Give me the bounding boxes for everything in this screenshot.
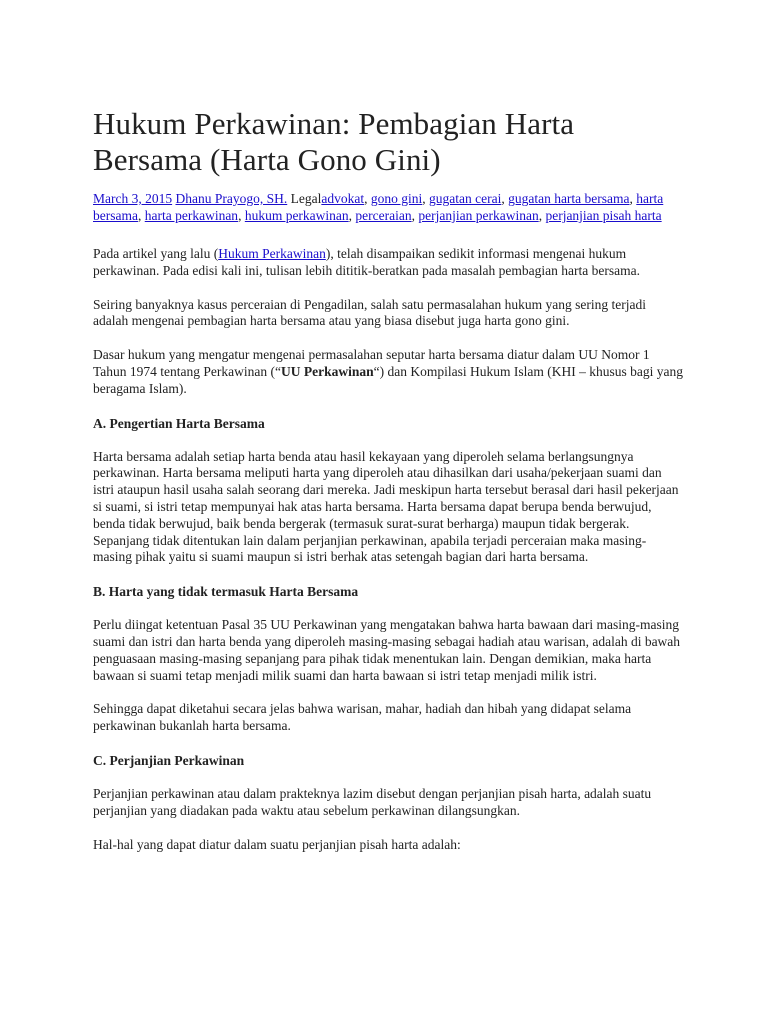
tag-link-gono-gini[interactable]: gono gini <box>370 191 423 206</box>
section-a-body: Harta bersama adalah setiap harta benda atau hasil kekayaan yang diperoleh selama berlangsungnya perkawinan. Harta bersama meliputi harta yang diperoleh atau dihasilkan dari usaha/pekerjaan suami dan istri ataupun hasil usaha salah seorang dari mereka. Jadi meskipun harta tersebut berasal dari hasil pekerjaan si suami, si istri tetap mempunyai hak atas harta bersama. Harta bersama dapat berupa benda berwujud, benda tidak berwujud, baik benda bergerak (termasuk surat-surat berharga) maupun tidak bergerak. Sepanjang tidak ditentukan lain dalam perjanjian perkawinan, apabila terjadi perceraian maka masing-masing pihak yaitu si suami maupun si istri berhak atas setengah bagian dari harta bersama. <box>93 448 679 565</box>
section-b-heading: B. Harta yang tidak termasuk Harta Bersama <box>93 584 359 600</box>
tag-link-gugatan-cerai[interactable]: gugatan cerai <box>428 191 502 206</box>
post-date-link[interactable]: March 3, 2015 <box>93 191 173 206</box>
tag-link-advokat[interactable]: advokat <box>321 191 365 206</box>
paragraph-intro: Pada artikel yang lalu (Hukum Perkawinan), telah disampaikan sedikit informasi mengenai hukum perkawinan. Pada edisi kali ini, tulisan lebih dititik-beratkan pada masalah pembagian harta bersama. <box>93 246 640 278</box>
article-title <box>93 106 683 178</box>
section-b-body-2: Sehingga dapat diketahui secara jelas bahwa warisan, mahar, hadiah dan hibah yang didapat selama perkawinan bukanlah harta bersama. <box>93 701 632 734</box>
section-c-heading: C. Perjanjian Perkawinan <box>93 752 245 768</box>
section-c-body-2: Hal-hal yang dapat diatur dalam suatu perjanjian pisah harta adalah: <box>93 836 461 852</box>
hukum-perkawinan-link[interactable]: Hukum Perkawinan <box>218 246 326 261</box>
article <box>93 106 683 853</box>
tag-link-hukum-perkawinan[interactable]: hukum perkawinan <box>244 208 349 223</box>
tag-link-perjanjian-perkawinan[interactable]: perjanjian perkawinan <box>418 208 539 223</box>
article-title-line1: Hukum Perkawinan: Pembagian Harta <box>93 106 575 141</box>
section-c-body-1: Perjanjian perkawinan atau dalam prakteknya lazim disebut dengan perjanjian pisah harta, adalah suatu perjanjian yang diadakan pada waktu atau sebelum perkawinan dilangsungkan. <box>93 785 652 818</box>
uu-perkawinan-bold: UU Perkawinan <box>281 363 374 379</box>
section-b-body-1: Perlu diingat ketentuan Pasal 35 UU Perkawinan yang mengatakan bahwa harta bawaan dari masing-masing suami dan istri dan harta benda yang diperoleh masing-masing sebagai hadiah atau warisan, adalah di bawah penguasaan masing-masing sepanjang para pihak tidak menentukan lain. Dengan demikian, maka harta bawaan si suami tetap menjadi milik suami dan harta bawaan si istri tetap menjadi milik istri. <box>93 617 681 683</box>
tag-legal-prefix: Legal <box>290 191 322 206</box>
tag-link-perceraian[interactable]: perceraian <box>355 208 412 223</box>
tag-link-harta-perkawinan[interactable]: harta perkawinan <box>144 208 239 223</box>
article-meta: March 3, 2015 Dhanu Prayogo, SH. Legaladvokat, gono gini, gugatan cerai, gugatan harta bersama, harta bersama, harta perkawinan, hukum perkawinan, perceraian, perjanjian perkawinan, perjanjian pisah harta <box>93 191 664 223</box>
paragraph-context: Seiring banyaknya kasus perceraian di Pengadilan, salah satu permasalahan hukum yang sering terjadi adalah mengenai pembagian harta bersama atau yang biasa disebut juga harta gono gini. <box>93 296 646 329</box>
tag-link-harta-bersama[interactable]: harta bersama <box>93 191 664 223</box>
tag-link-perjanjian-pisah-harta[interactable]: perjanjian pisah harta <box>545 208 662 223</box>
author-link[interactable]: Dhanu Prayogo, SH. <box>175 191 288 206</box>
paragraph-legal-basis: Dasar hukum yang mengatur mengenai permasalahan seputar harta bersama diatur dalam UU Nomor 1 Tahun 1974 tentang Perkawinan (“UU Perkawinan“) dan Kompilasi Hukum Islam (KHI – khusus bagi yang beragama Islam). <box>93 347 683 396</box>
tag-link-gugatan-harta-bersama[interactable]: gugatan harta bersama <box>508 191 630 206</box>
section-a-heading: A. Pengertian Harta Bersama <box>93 415 265 431</box>
article-title-line2: Bersama (Harta Gono Gini) <box>93 142 441 177</box>
